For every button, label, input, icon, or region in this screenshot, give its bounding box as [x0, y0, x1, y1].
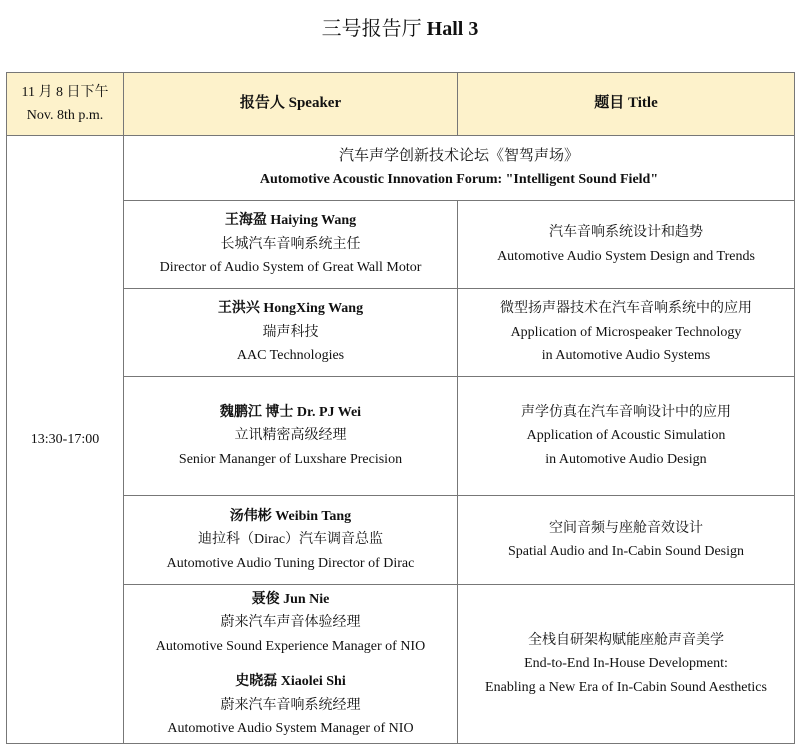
- talk-title-line: 全栈自研架构赋能座舱声音美学: [528, 632, 724, 648]
- speaker-header: 报告人 Speaker: [239, 95, 342, 112]
- talk-title-line: 声学仿真在汽车音响设计中的应用: [521, 404, 731, 420]
- table-row: [7, 496, 795, 585]
- speaker-cell: [124, 289, 458, 377]
- schedule-table: [6, 72, 795, 744]
- speaker-name: 汤伟彬 Weibin Tang: [229, 508, 352, 524]
- talk-title-cell: [458, 585, 795, 744]
- speaker-header-cell: [124, 73, 458, 136]
- talk-title-cell: [458, 201, 795, 289]
- talk-title-line: 空间音频与座舱音效设计: [549, 520, 703, 536]
- talk-title-line: Application of Microspeaker Technology: [510, 324, 742, 340]
- speaker-name: 史晓磊 Xiaolei Shi: [235, 674, 346, 689]
- speaker-role-en: Senior Mananger of Luxshare Precision: [178, 451, 403, 467]
- speaker-spacer: [124, 658, 457, 670]
- speaker-role-cn: 蔚来汽车声音体验经理: [220, 615, 361, 630]
- page-title-en: Hall 3: [426, 18, 479, 40]
- title-header-cell: [458, 73, 795, 136]
- talk-title-cell: [458, 289, 795, 377]
- speaker-role-en: Automotive Sound Experience Manager of NIO: [155, 638, 426, 654]
- date-header-cell: [7, 73, 124, 136]
- talk-title-line: Automotive Audio System Design and Trends: [497, 248, 755, 264]
- title-header: 题目 Title: [594, 95, 658, 112]
- speaker-role-cn: 立讯精密高级经理: [234, 428, 347, 444]
- forum-row: [7, 136, 795, 201]
- talk-title-line: 汽车音响系统设计和趋势: [549, 225, 703, 240]
- speaker-cell: [124, 377, 458, 496]
- speaker-role-en: Automotive Audio Tuning Director of Dirac: [166, 555, 415, 571]
- speaker-name: 魏鹏江 博士 Dr. PJ Wei: [219, 404, 362, 420]
- date-en: Nov. 8th p.m.: [26, 108, 104, 123]
- speaker-name: 王海盈 Haiying Wang: [224, 213, 357, 229]
- forum-title-cn: 汽车声学创新技术论坛《智驾声场》: [338, 147, 579, 164]
- speaker-name: 聂俊 Jun Nie: [251, 591, 330, 607]
- page-title: [0, 15, 800, 43]
- forum-title-en: Automotive Acoustic Innovation Forum: "Intelligent Sound Field": [259, 172, 659, 187]
- talk-title-line: Spatial Audio and In-Cabin Sound Design: [507, 544, 745, 559]
- talk-title-line: in Automotive Audio Systems: [541, 348, 711, 364]
- talk-title-line: Application of Acoustic Simulation: [526, 428, 726, 444]
- speaker-role-cn: 蔚来汽车音响系统经理: [220, 697, 361, 713]
- date-cn: 11 月 8 日下午: [21, 84, 109, 100]
- speaker-role-en: Automotive Audio System Manager of NIO: [167, 721, 414, 736]
- table-row: [7, 585, 795, 744]
- speaker-role-en: Director of Audio System of Great Wall Motor: [159, 260, 422, 276]
- talk-title-cell: [458, 496, 795, 585]
- table-row: [7, 289, 795, 377]
- speaker-cell: [124, 496, 458, 585]
- speaker-cell: [124, 585, 458, 744]
- page-title-cn: 三号报告厅: [321, 18, 422, 40]
- speaker-role-cn: 长城汽车音响系统主任: [220, 236, 361, 252]
- table-row: [7, 377, 795, 496]
- speaker-cell: [124, 201, 458, 289]
- talk-title-line: in Automotive Audio Design: [545, 451, 707, 467]
- time-range: 13:30-17:00: [30, 431, 100, 447]
- speaker-name: 王洪兴 HongXing Wang: [217, 301, 364, 317]
- talk-title-line: Enabling a New Era of In-Cabin Sound Aesthetics: [485, 679, 767, 695]
- table-row: [7, 201, 795, 289]
- talk-title-line: End-to-End In-House Development:: [524, 656, 728, 672]
- speaker-role-cn: 瑞声科技: [262, 324, 319, 340]
- forum-cell: [124, 136, 795, 201]
- talk-title-line: 微型扬声器技术在汽车音响系统中的应用: [500, 301, 752, 317]
- talk-title-cell: [458, 377, 795, 496]
- table-header-row: [7, 73, 795, 136]
- speaker-role-cn: 迪拉科（Dirac）汽车调音总监: [197, 532, 384, 548]
- speaker-role-en: AAC Technologies: [236, 348, 345, 364]
- time-cell: [7, 136, 124, 744]
